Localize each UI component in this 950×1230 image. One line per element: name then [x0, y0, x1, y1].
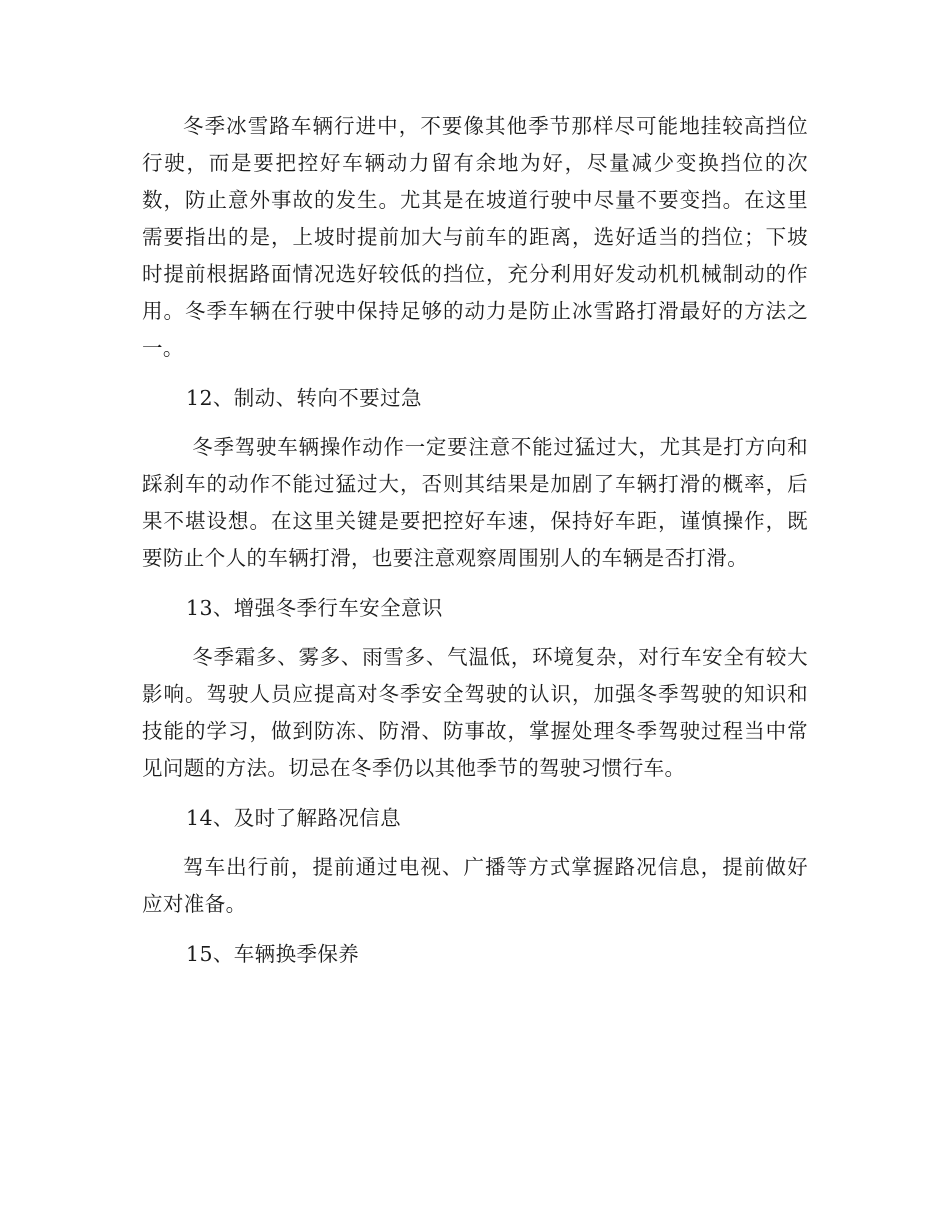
spacer: [142, 417, 808, 429]
paragraph-road-info: 驾车出行前，提前通过电视、广播等方式掌握路况信息，提前做好应对准备。: [142, 855, 808, 916]
spacer: [142, 837, 808, 849]
spacer: [142, 367, 808, 380]
document-page: [142, 108, 808, 973]
heading-14: 14、及时了解路况信息: [186, 806, 401, 830]
paragraph-gear-control: 冬季冰雪路车辆行进中，不要像其他季节那样尽可能地挂较高挡位行驶，而是要把控好车辆动力留有余地为好，尽量减少变换挡位的次数，防止意外事故的发生。尤其是在坡道行驶中尽量不要变挡。在这里需要指出的是，上坡时提前加大与前车的距离，选好适当的挡位；下坡时提前根据路面情况选好较低的挡位，充分利用好发动机机械制动的作用。冬季车辆在行驶中保持足够的动力是防止冰雪路打滑最好的方法之一。: [142, 114, 808, 360]
heading-13: 13、增强冬季行车安全意识: [186, 596, 443, 620]
spacer: [142, 577, 808, 590]
paragraph-safety-awareness: 冬季霜多、雾多、雨雪多、气温低，环境复杂，对行车安全有较大影响。驾驶人员应提高对冬季安全驾驶的认识，加强冬季驾驶的知识和技能的学习，做到防冻、防滑、防事故，掌握处理冬季驾驶过程当中常见问题的方法。切忌在冬季仍以其他季节的驾驶习惯行车。: [142, 645, 808, 780]
spacer: [142, 787, 808, 800]
spacer: [142, 923, 808, 936]
heading-12: 12、制动、转向不要过急: [186, 386, 422, 410]
heading-15: 15、车辆换季保养: [186, 942, 360, 966]
paragraph-braking-steering: 冬季驾驶车辆操作动作一定要注意不能过猛过大，尤其是打方向和踩刹车的动作不能过猛过大，否则其结果是加剧了车辆打滑的概率，后果不堪设想。在这里关键是要把控好车速，保持好车距，谨慎操作，既要防止个人的车辆打滑，也要注意观察周围别人的车辆是否打滑。: [142, 435, 808, 570]
spacer: [142, 627, 808, 639]
